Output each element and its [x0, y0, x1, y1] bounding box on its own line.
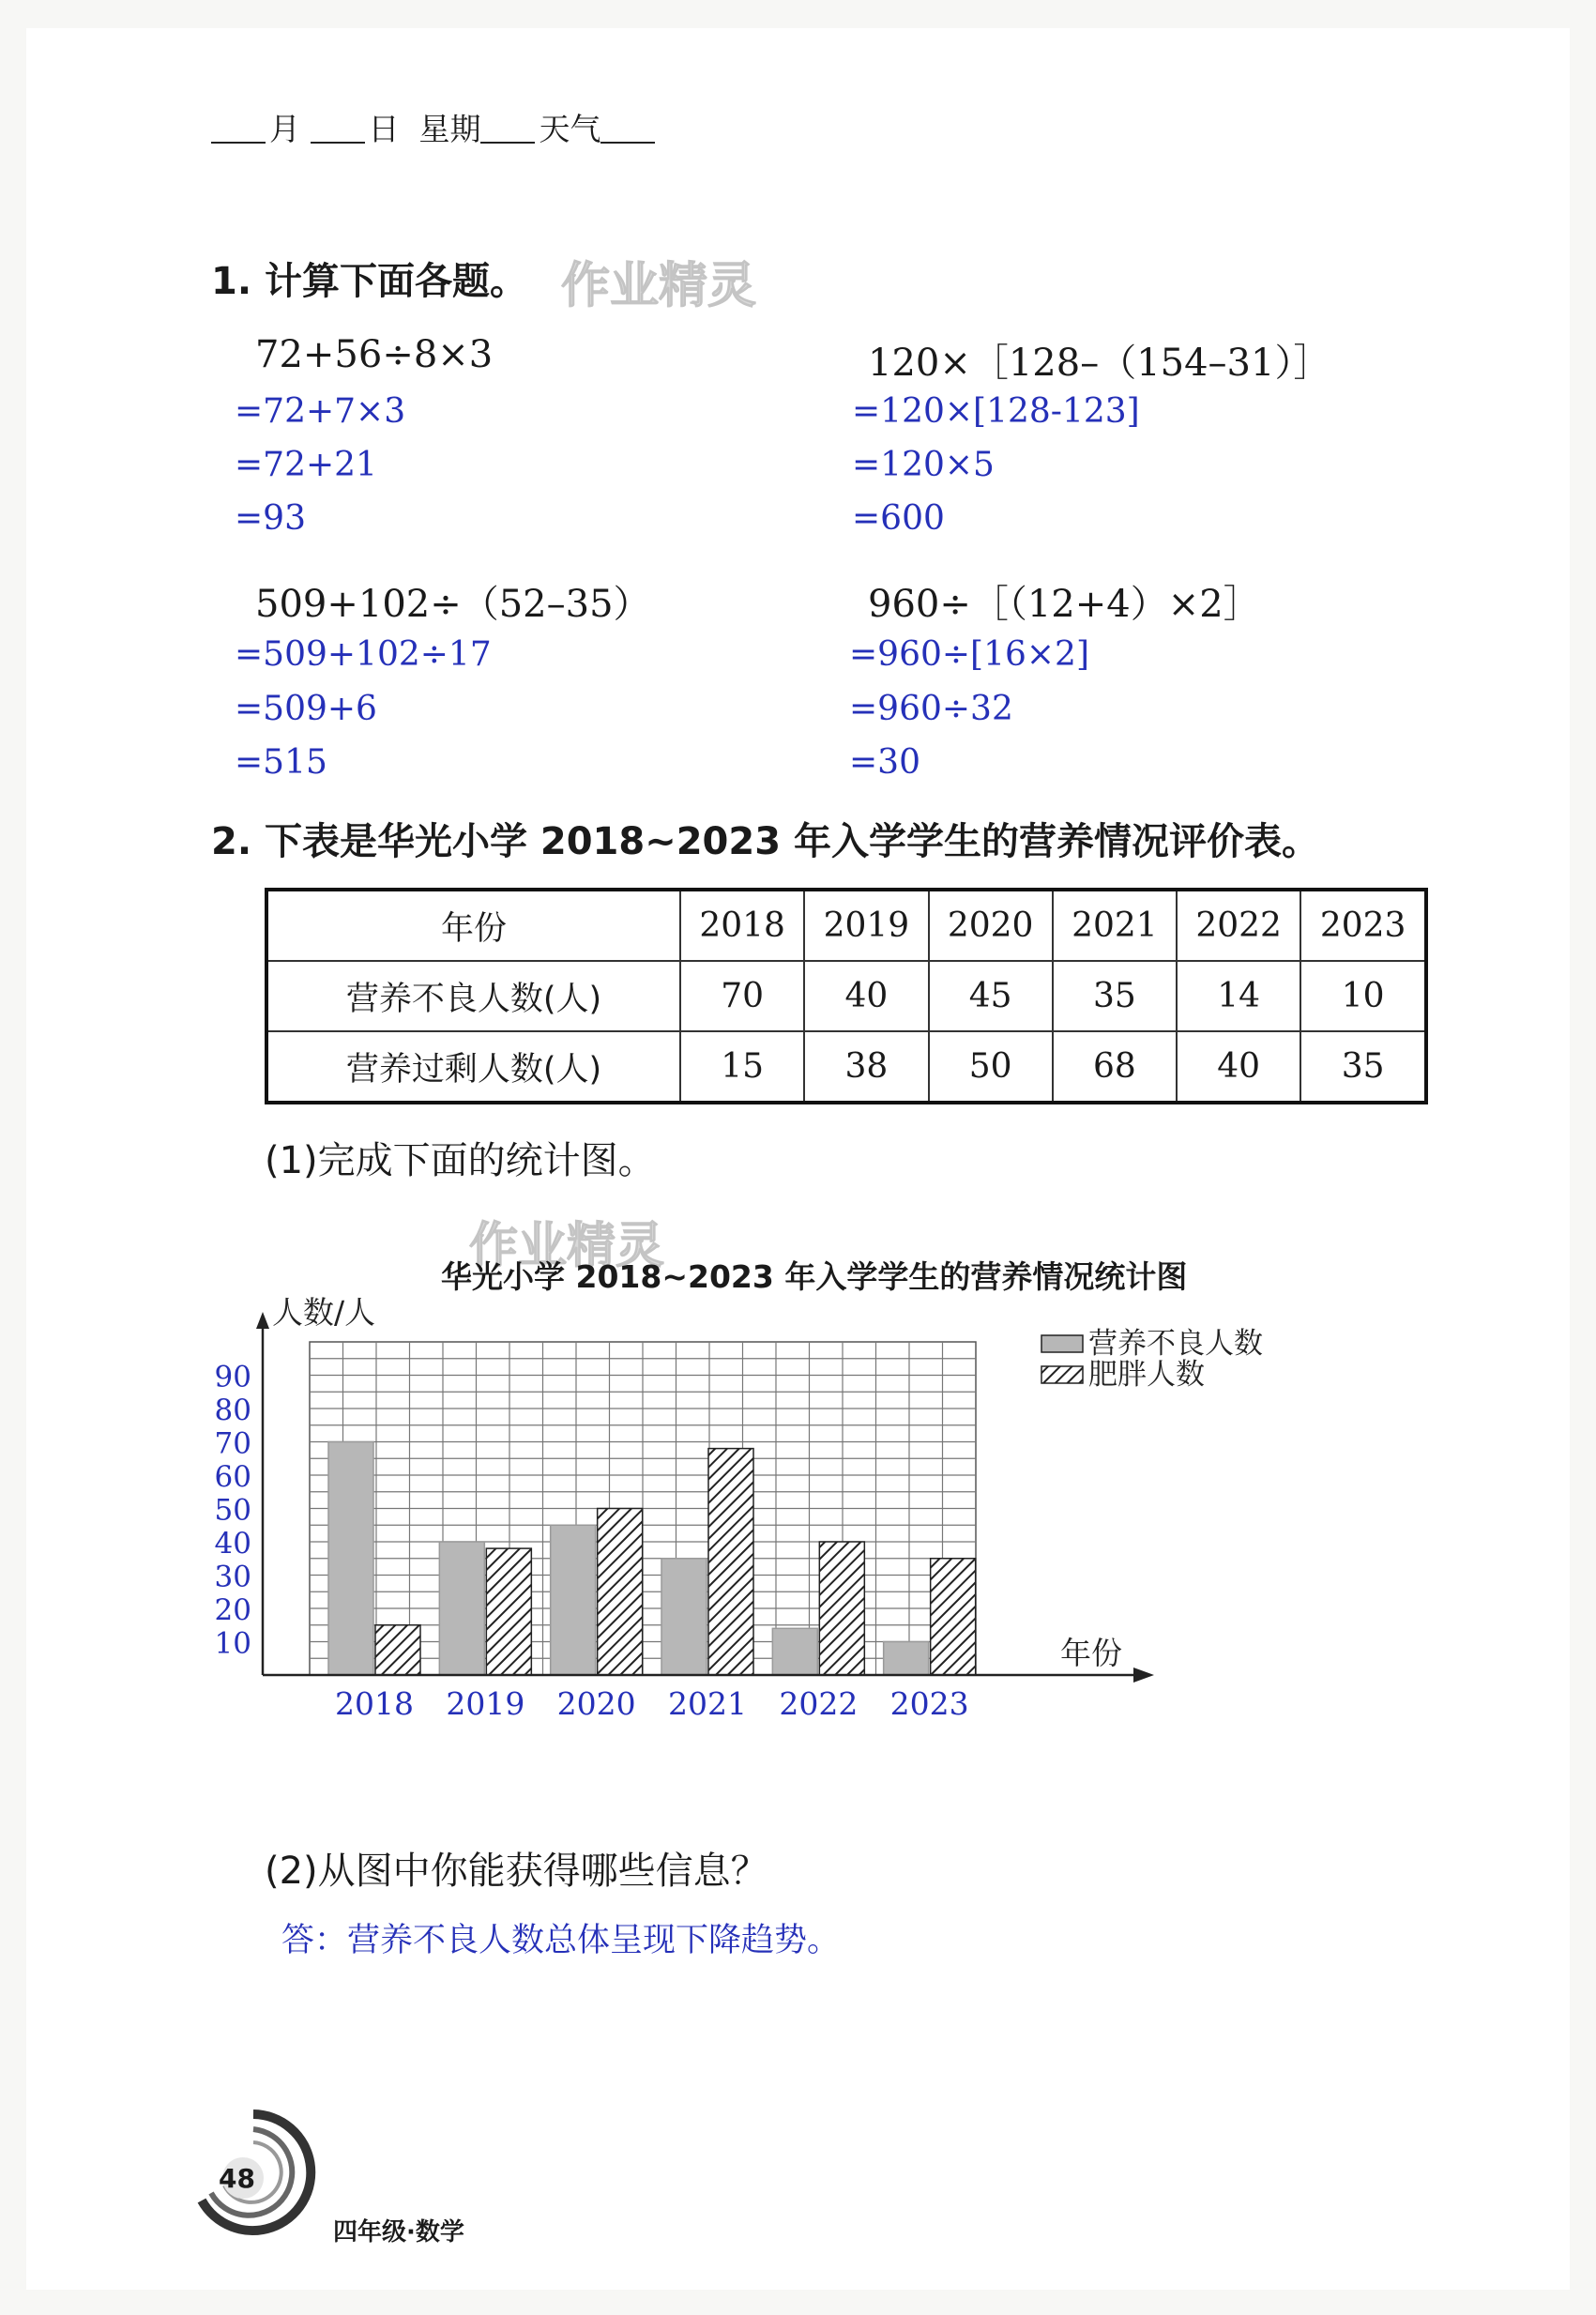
table-cell: 14 — [1177, 961, 1300, 1031]
table-header-cell: 2018 — [680, 890, 804, 961]
x-axis-label: 年份 — [1060, 1635, 1122, 1671]
table-cell: 15 — [680, 1031, 804, 1103]
q1-problem-1-step-2: =72+21 — [235, 446, 377, 484]
y-tick-label: 90 — [214, 1360, 251, 1394]
bar-obesity-2020 — [598, 1509, 643, 1676]
weather-blank[interactable] — [600, 140, 655, 144]
y-tick-label: 20 — [214, 1593, 251, 1627]
book-label: 四年级·数学 — [333, 2218, 464, 2246]
table-cell: 70 — [680, 961, 804, 1031]
table-cell: 40 — [1177, 1031, 1300, 1103]
q2-title: 2. 下表是华光小学 2018~2023 年入学学生的营养情况评价表。 — [211, 820, 1319, 863]
x-tick-label: 2020 — [556, 1685, 636, 1722]
q1-problem-3-step-3: =515 — [235, 743, 327, 782]
bar-malnutrition-2020 — [551, 1525, 596, 1675]
page-number: 48 — [219, 2163, 255, 2194]
q1-problem-2-expression: 120×［128–（154–31）］ — [868, 342, 1331, 385]
bar-malnutrition-2022 — [772, 1628, 817, 1675]
x-tick-label: 2019 — [446, 1685, 525, 1722]
table-row — [266, 961, 1426, 1031]
table-cell: 35 — [1053, 961, 1177, 1031]
y-axis-arrow-icon — [256, 1312, 269, 1329]
y-tick-label: 40 — [214, 1527, 251, 1561]
bar-malnutrition-2023 — [884, 1642, 929, 1676]
y-axis-label: 人数/人 — [272, 1294, 376, 1331]
x-tick-label: 2023 — [889, 1685, 969, 1722]
q1-problem-3-expression: 509+102÷（52–35） — [255, 583, 651, 626]
y-tick-label: 60 — [214, 1460, 251, 1494]
q1-problem-4-step-2: =960÷32 — [849, 690, 1013, 728]
table-header-cell: 2022 — [1177, 890, 1300, 961]
table-cell: 68 — [1053, 1031, 1177, 1103]
q2-answer: 答：营养不良人数总体呈现下降趋势。 — [281, 1922, 841, 1959]
table-header-cell: 2020 — [929, 890, 1053, 961]
q1-problem-4-step-3: =30 — [849, 743, 920, 782]
chart-title: 华光小学 2018~2023 年入学学生的营养情况统计图 — [441, 1258, 1188, 1295]
table-cell: 38 — [804, 1031, 928, 1103]
table-row — [266, 1031, 1426, 1103]
q1-problem-4-step-1: =960÷[16×2] — [849, 635, 1090, 674]
q1-title: 1. 计算下面各题。 — [211, 260, 527, 303]
y-tick-label: 30 — [214, 1560, 251, 1594]
nutrition-table — [265, 888, 1428, 1104]
x-tick-label: 2018 — [335, 1685, 414, 1722]
bar-malnutrition-2021 — [661, 1559, 707, 1675]
weather-label: 天气 — [539, 111, 601, 147]
y-tick-label: 80 — [214, 1394, 251, 1427]
bar-obesity-2022 — [819, 1542, 864, 1675]
q1-problem-2-step-3: =600 — [852, 499, 945, 538]
table-cell: 35 — [1300, 1031, 1426, 1103]
legend-label: 肥胖人数 — [1088, 1358, 1205, 1392]
q2-subquestion-2: (2)从图中你能获得哪些信息？ — [265, 1850, 768, 1893]
bar-malnutrition-2018 — [328, 1442, 373, 1676]
bar-obesity-2018 — [375, 1625, 420, 1675]
q1-problem-3-step-2: =509+6 — [235, 690, 377, 728]
table-cell: 营养过剩人数(人) — [266, 1031, 680, 1103]
q1-problem-1-step-1: =72+7×3 — [235, 392, 406, 431]
table-cell: 营养不良人数(人) — [266, 961, 680, 1031]
date-weather-line — [211, 105, 659, 149]
q1-problem-2-step-2: =120×5 — [852, 446, 995, 484]
q1-problem-3-step-1: =509+102÷17 — [235, 635, 492, 674]
nutrition-bar-chart — [214, 1294, 1473, 1811]
bar-malnutrition-2019 — [439, 1542, 484, 1675]
legend-swatch-0 — [1041, 1335, 1083, 1352]
x-tick-label: 2021 — [668, 1685, 747, 1722]
legend-label: 营养不良人数 — [1088, 1327, 1263, 1361]
bar-obesity-2019 — [486, 1548, 531, 1675]
legend-swatch-1 — [1041, 1366, 1083, 1383]
q2-subquestion-1: (1)完成下面的统计图。 — [265, 1139, 656, 1182]
month-label: 月 — [269, 111, 300, 147]
table-header-cell: 年份 — [266, 890, 680, 961]
table-cell: 40 — [804, 961, 928, 1031]
watermark-text-2: 作业精灵 — [469, 1218, 665, 1274]
weekday-label: 星期 — [418, 111, 481, 147]
table-cell: 50 — [929, 1031, 1053, 1103]
y-tick-label: 50 — [214, 1493, 251, 1528]
bar-obesity-2023 — [931, 1559, 976, 1675]
table-header-cell: 2023 — [1300, 890, 1426, 961]
day-label: 日 — [368, 111, 400, 147]
table-header-cell: 2019 — [804, 890, 928, 961]
table-header-cell: 2021 — [1053, 890, 1177, 961]
y-tick-label: 10 — [214, 1626, 251, 1661]
table-header-row — [266, 890, 1426, 961]
watermark-text: 作业精灵 — [561, 258, 757, 314]
table-cell: 10 — [1300, 961, 1426, 1031]
bar-obesity-2021 — [708, 1449, 753, 1675]
q1-problem-4-expression: 960÷［（12+4）×2］ — [868, 583, 1261, 626]
y-tick-label: 70 — [214, 1426, 251, 1461]
q1-problem-1-expression: 72+56÷8×3 — [255, 333, 494, 376]
q1-problem-1-step-3: =93 — [235, 499, 306, 538]
x-axis-arrow-icon — [1133, 1668, 1154, 1683]
month-blank[interactable] — [211, 140, 266, 144]
day-blank[interactable] — [311, 140, 365, 144]
table-cell: 45 — [929, 961, 1053, 1031]
x-tick-label: 2022 — [779, 1685, 859, 1722]
q1-problem-2-step-1: =120×[128-123] — [852, 392, 1140, 431]
weekday-blank[interactable] — [480, 140, 535, 144]
